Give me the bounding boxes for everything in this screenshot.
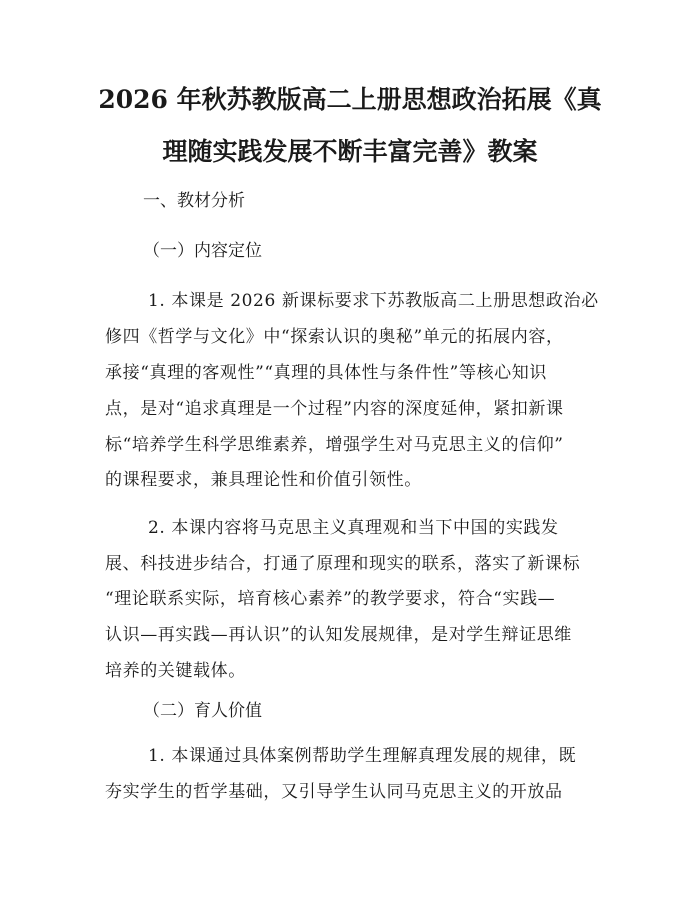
paragraph-2-line: “理论联系实际，培育核心素养”的教学要求，符合“实践— [105,589,556,609]
paragraph-1-line: 的课程要求，兼具理论性和价值引领性。 [105,470,422,490]
section-heading-textbook-analysis: 一、教材分析 [143,191,245,211]
paragraph-3-line: 夯实学生的哲学基础，又引导学生认同马克思主义的开放品 [105,782,563,802]
paragraph-1-line: 点，是对“追求真理是一个过程”内容的深度延伸，紧扣新课 [105,399,564,419]
subsection-heading-content-positioning: （一）内容定位 [143,241,262,261]
paragraph-3-line: 1. 本课通过具体案例帮助学生理解真理发展的规律，既 [148,746,577,766]
paragraph-2-line: 2. 本课内容将马克思主义真理观和当下中国的实践发 [148,518,559,538]
document-title-line-2: 理随实践发展不断丰富完善》教案 [162,137,538,166]
paragraph-2-line: 培养的关键载体。 [105,661,246,681]
subsection-heading-educational-value: （二）育人价值 [143,701,262,721]
paragraph-1-line: 修四《哲学与文化》中“探索认识的奥秘”单元的拓展内容， [105,327,564,347]
document-title-line-1: 2026 年秋苏教版高二上册思想政治拓展《真 [98,85,602,114]
paragraph-1-line: 承接“真理的客观性”“真理的具体性与条件性”等核心知识 [105,363,547,383]
paragraph-1-line: 标“培养学生科学思维素养，增强学生对马克思主义的信仰” [105,435,564,455]
paragraph-2-line: 展、科技进步结合，打通了原理和现实的联系，落实了新课标 [105,554,581,574]
paragraph-1-line: 1. 本课是 2026 新课标要求下苏教版高二上册思想政治必 [148,291,599,311]
paragraph-2-line: 认识—再实践—再认识”的认知发展规律，是对学生辩证思维 [105,625,572,645]
